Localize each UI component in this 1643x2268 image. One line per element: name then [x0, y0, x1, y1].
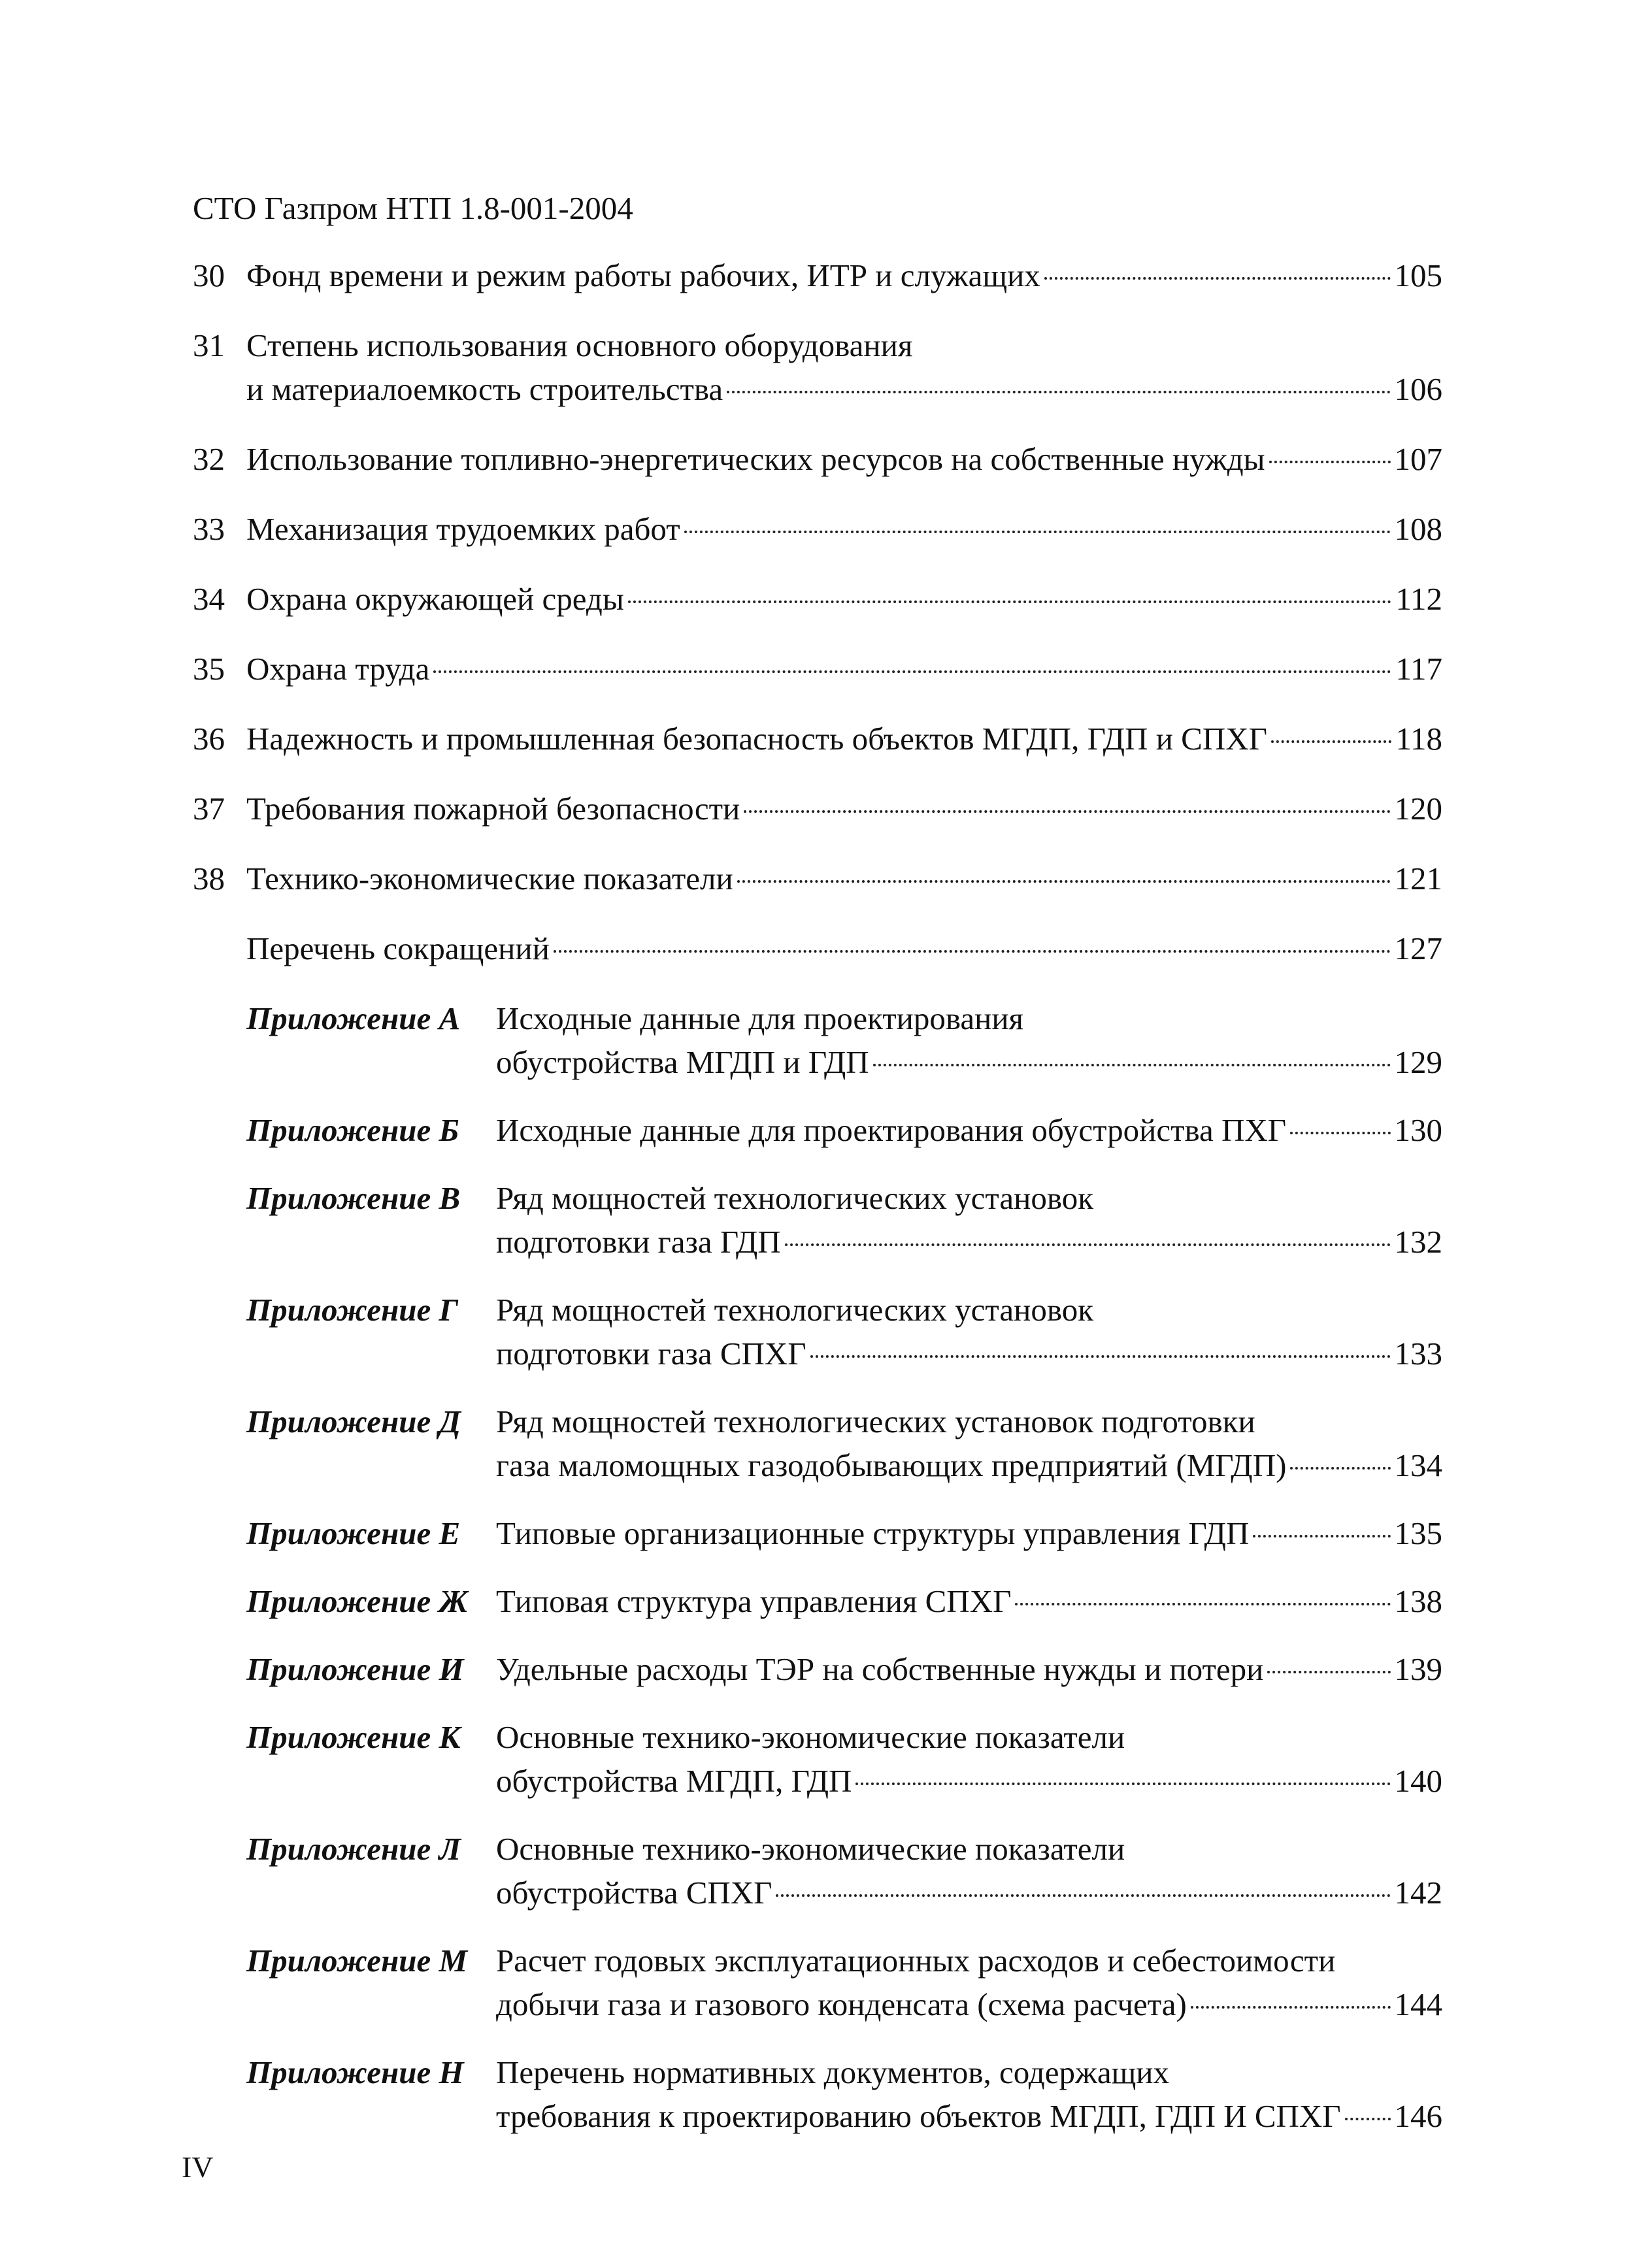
dot-leader [1267, 1671, 1390, 1673]
page-ref: 121 [1394, 861, 1442, 896]
entry-last-line [246, 647, 1442, 691]
toc-entry[interactable] [193, 507, 1442, 551]
page-ref: 108 [1394, 511, 1442, 547]
page-ref: 105 [1394, 257, 1442, 293]
toc-entry[interactable] [193, 254, 1442, 297]
entry-title-line: Механизация трудоемких работ [246, 511, 680, 547]
page-ref: 117 [1395, 651, 1442, 687]
entry-title-line: Основные технико-экономические показатели [496, 1719, 1125, 1755]
indent [193, 2050, 246, 2138]
entry-title-line: Ряд мощностей технологических установок [496, 1180, 1094, 1216]
entry-title [496, 2050, 1442, 2138]
entry-last-line [246, 927, 1442, 970]
entry-title-line: Степень использования основного оборудования [246, 327, 913, 363]
entry-last-line [496, 1982, 1442, 2026]
page-ref: 140 [1394, 1763, 1442, 1799]
dot-leader [433, 670, 1391, 673]
toc-appendix-entry[interactable] [193, 1715, 1442, 1803]
appendix-label: Приложение А [246, 1000, 461, 1036]
entry-title [496, 1511, 1442, 1555]
indent [193, 1511, 246, 1555]
page-header: СТО Газпром НТП 1.8-001-2004 [193, 190, 633, 226]
page-ref: 135 [1394, 1515, 1442, 1551]
entry-last-line [496, 1040, 1442, 1084]
entry-title-line: Исходные данные для проектирования обустройства ПХГ [496, 1112, 1287, 1148]
entry-title-line: Фонд времени и режим работы рабочих, ИТР и служащих [246, 257, 1040, 293]
dot-leader [744, 810, 1390, 813]
dot-leader [1290, 1132, 1390, 1134]
entry-title-line: добычи газа и газового конденсата (схема расчета) [496, 1986, 1187, 2022]
entry-last-line [496, 1108, 1442, 1152]
entry-last-line [496, 1579, 1442, 1623]
page-ref: 127 [1394, 930, 1442, 966]
dot-leader [1345, 2118, 1391, 2120]
toc-entry[interactable] [193, 577, 1442, 621]
entry-number [193, 927, 246, 970]
entry-title [496, 1647, 1442, 1691]
entry-title-line: обустройства СПХГ [496, 1875, 772, 1911]
dot-leader [1253, 1535, 1390, 1537]
page-ref: 130 [1394, 1112, 1442, 1148]
dot-leader [1015, 1603, 1390, 1605]
page-ref: 146 [1394, 2098, 1442, 2134]
page-ref: 129 [1394, 1044, 1442, 1080]
indent [193, 1647, 246, 1691]
entry-title-line: газа маломощных газодобывающих предприятий (МГДП) [496, 1447, 1287, 1483]
entry-title-line: Типовая структура управления СПХГ [496, 1583, 1012, 1619]
entry-number: 38 [193, 861, 225, 896]
entry-title-line: Перечень нормативных документов, содержащих [496, 2054, 1170, 2090]
page-ref: 132 [1394, 1224, 1442, 1260]
toc-appendix-entry[interactable] [193, 1827, 1442, 1915]
toc-entry[interactable] [193, 437, 1442, 481]
entry-number: 31 [193, 327, 225, 363]
entry-title [246, 857, 1442, 900]
toc-entry[interactable] [193, 857, 1442, 900]
page-ref: 144 [1394, 1986, 1442, 2022]
appendix-label: Приложение М [246, 1943, 468, 1979]
dot-leader [1191, 2006, 1391, 2009]
toc-entry[interactable] [193, 787, 1442, 830]
entry-last-line [246, 857, 1442, 900]
entry-title-line: обустройства МГДП, ГДП [496, 1763, 852, 1799]
entry-last-line [246, 717, 1442, 761]
entry-title [496, 1288, 1442, 1375]
entry-number: 32 [193, 441, 225, 477]
toc-list [193, 254, 1442, 2138]
entry-last-line [496, 1511, 1442, 1555]
entry-title-line: Использование топливно-энергетических ресурсов на собственные нужды [246, 441, 1265, 477]
entry-title [496, 1108, 1442, 1152]
dot-leader [737, 880, 1391, 883]
dot-leader [873, 1064, 1391, 1066]
page-ref: 112 [1395, 581, 1442, 617]
entry-last-line [496, 2094, 1442, 2138]
dot-leader [810, 1355, 1391, 1358]
entry-title [496, 1579, 1442, 1623]
entry-title-line: подготовки газа СПХГ [496, 1336, 806, 1372]
appendix-label: Приложение Д [246, 1404, 461, 1439]
page-ref: 139 [1394, 1651, 1442, 1687]
indent [193, 1176, 246, 1264]
dot-leader [1269, 461, 1391, 463]
entry-title-line: Охрана труда [246, 651, 430, 687]
entry-last-line [496, 1332, 1442, 1375]
entry-last-line [496, 1871, 1442, 1915]
entry-last-line [496, 1443, 1442, 1487]
page-ref: 134 [1394, 1447, 1442, 1483]
entry-last-line [246, 437, 1442, 481]
page-ref: 106 [1394, 371, 1442, 407]
indent [193, 1579, 246, 1623]
indent [193, 996, 246, 1084]
entry-title-line: Ряд мощностей технологических установок подготовки [496, 1404, 1255, 1439]
toc-appendix-entry[interactable] [193, 1400, 1442, 1487]
dot-leader [1290, 1467, 1390, 1470]
toc-appendix-entry[interactable] [193, 1108, 1442, 1152]
entry-title [246, 323, 1442, 411]
entry-last-line [496, 1759, 1442, 1803]
entry-last-line [246, 507, 1442, 551]
entry-title [246, 717, 1442, 761]
entry-last-line [496, 1647, 1442, 1691]
entry-title-line: Охрана окружающей среды [246, 581, 624, 617]
appendix-label: Приложение Н [246, 2054, 464, 2090]
appendix-label: Приложение Л [246, 1831, 461, 1867]
entry-title-line: Типовые организационные структуры управления ГДП [496, 1515, 1250, 1551]
entry-title [246, 647, 1442, 691]
entry-title-line: Расчет годовых эксплуатационных расходов и себестоимости [496, 1943, 1336, 1979]
dot-leader [727, 391, 1390, 393]
toc-appendix-entry[interactable] [193, 1511, 1442, 1555]
toc-appendix-entry[interactable] [193, 1647, 1442, 1691]
dot-leader [684, 531, 1391, 533]
indent [193, 1288, 246, 1375]
entry-title-line: Перечень сокращений [246, 930, 550, 966]
page-ref: 120 [1394, 791, 1442, 827]
entry-title-line: Исходные данные для проектирования [496, 1000, 1024, 1036]
indent [193, 1939, 246, 2026]
indent [193, 1827, 246, 1915]
entry-last-line [246, 577, 1442, 621]
appendix-label: Приложение В [246, 1180, 461, 1216]
entry-number: 36 [193, 721, 225, 757]
dot-leader [1271, 740, 1391, 743]
page-number: IV [182, 2150, 214, 2184]
appendix-label: Приложение Г [246, 1292, 459, 1328]
toc-entry[interactable] [193, 323, 1442, 411]
entry-title [496, 1400, 1442, 1487]
dot-leader [554, 950, 1391, 953]
dot-leader [628, 600, 1392, 603]
entry-title [496, 1715, 1442, 1803]
indent [193, 1108, 246, 1152]
dot-leader [785, 1243, 1391, 1246]
entry-title [496, 996, 1442, 1084]
entry-title [246, 927, 1442, 970]
page-ref: 142 [1394, 1875, 1442, 1911]
entry-last-line [246, 254, 1442, 297]
page-ref: 118 [1395, 721, 1442, 757]
entry-last-line [496, 1220, 1442, 1264]
toc-appendix-entry[interactable] [193, 1579, 1442, 1623]
entry-title [246, 787, 1442, 830]
entry-number: 34 [193, 581, 225, 617]
appendix-label: Приложение К [246, 1719, 461, 1755]
entry-title [246, 437, 1442, 481]
appendix-label: Приложение Е [246, 1515, 461, 1551]
page-ref: 107 [1394, 441, 1442, 477]
toc-appendix-entry[interactable] [193, 2050, 1442, 2138]
appendix-label: Приложение И [246, 1651, 464, 1687]
toc-entry[interactable] [193, 647, 1442, 691]
entry-title [246, 577, 1442, 621]
entry-title-line: обустройства МГДП и ГДП [496, 1044, 869, 1080]
entry-number: 30 [193, 257, 225, 293]
entry-number: 35 [193, 651, 225, 687]
entry-last-line [246, 787, 1442, 830]
dot-leader [1044, 277, 1391, 280]
entry-title [246, 507, 1442, 551]
entry-title-line: и материалоемкость строительства [246, 371, 723, 407]
toc-entry[interactable] [193, 927, 1442, 970]
entry-title [496, 1176, 1442, 1264]
toc-entry[interactable] [193, 717, 1442, 761]
indent [193, 1400, 246, 1487]
entry-title-line: Основные технико-экономические показатели [496, 1831, 1125, 1867]
entry-title-line: Надежность и промышленная безопасность объектов МГДП, ГДП и СПХГ [246, 721, 1267, 757]
entry-title-line: Требования пожарной безопасности [246, 791, 740, 827]
toc-appendix-entry[interactable] [193, 996, 1442, 1084]
entry-title-line: Технико-экономические показатели [246, 861, 733, 896]
entry-title [246, 254, 1442, 297]
entry-title-line: Удельные расходы ТЭР на собственные нужды и потери [496, 1651, 1264, 1687]
entry-title-line: подготовки газа ГДП [496, 1224, 781, 1260]
dot-leader [776, 1894, 1390, 1897]
entry-title [496, 1827, 1442, 1915]
table-of-contents [193, 254, 1442, 2162]
toc-appendix-entry[interactable] [193, 1939, 1442, 2026]
appendix-label: Приложение Б [246, 1112, 459, 1148]
entry-title [496, 1939, 1442, 2026]
entry-title-line: требования к проектированию объектов МГДП, ГДП И СПХГ [496, 2098, 1341, 2134]
appendix-label: Приложение Ж [246, 1583, 469, 1619]
toc-appendix-entry[interactable] [193, 1176, 1442, 1264]
entry-last-line [246, 367, 1442, 411]
entry-number: 33 [193, 511, 225, 547]
dot-leader [855, 1783, 1390, 1785]
page-ref: 133 [1394, 1336, 1442, 1372]
entry-title-line: Ряд мощностей технологических установок [496, 1292, 1094, 1328]
page-ref: 138 [1394, 1583, 1442, 1619]
indent [193, 1715, 246, 1803]
toc-appendix-entry[interactable] [193, 1288, 1442, 1375]
entry-number: 37 [193, 791, 225, 827]
